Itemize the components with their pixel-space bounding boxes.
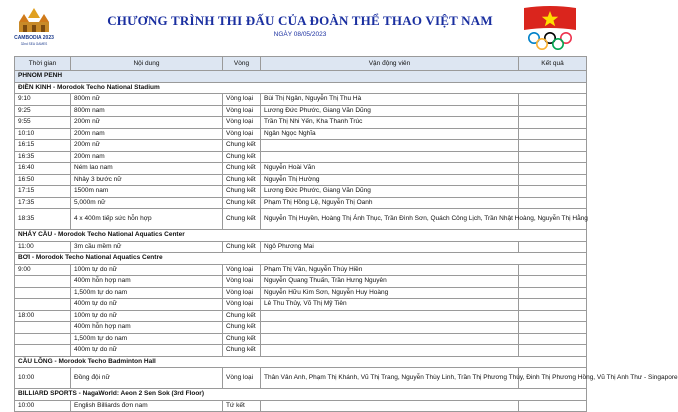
cell-time: 9:10 <box>15 94 71 106</box>
cell-athletes: Ngô Phương Mai <box>261 241 519 253</box>
cell-athletes: Trần Thị Nhi Yến, Kha Thanh Trúc <box>261 117 519 129</box>
cell-event: 400m tự do nữ <box>71 345 223 357</box>
table-row <box>15 241 587 253</box>
cell-result <box>519 105 587 117</box>
table-row <box>15 322 587 334</box>
table-row <box>15 94 587 106</box>
cell-time: 9:25 <box>15 105 71 117</box>
table-header-row <box>15 57 587 71</box>
cell-round: Chung kết <box>223 197 261 209</box>
schedule-date: NGÀY 08/05/2023 <box>273 31 327 38</box>
cell-result <box>519 186 587 198</box>
cell-event: 400m tự do nữ <box>71 299 223 311</box>
cell-round: Chung kết <box>223 310 261 322</box>
cell-time: 10:00 <box>15 400 71 412</box>
column-header-time: Thời gian <box>15 57 71 71</box>
cell-time: 16:15 <box>15 140 71 152</box>
cell-time: 16:40 <box>15 163 71 175</box>
table-row <box>15 287 587 299</box>
cell-event: 400m hỗn hợp nam <box>71 322 223 334</box>
page-header <box>0 0 600 54</box>
cell-round: Chung kết <box>223 174 261 186</box>
cell-time: 17:35 <box>15 197 71 209</box>
column-header-result: Kết quả <box>519 57 587 71</box>
cell-time: 9:00 <box>15 264 71 276</box>
cell-result <box>519 276 587 288</box>
cell-round: Vòng loại <box>223 117 261 129</box>
logo-text: CAMBODIA 2023 <box>14 35 54 41</box>
cell-time: 17:15 <box>15 186 71 198</box>
venue-label: ĐIỀN KINH - Morodok Techo National Stadium <box>15 82 587 94</box>
table-row <box>15 264 587 276</box>
table-row <box>15 128 587 140</box>
section-label: PHNOM PENH <box>15 71 587 83</box>
page-title: CHƯƠNG TRÌNH THI ĐẤU CỦA ĐOÀN THỂ THAO VIỆT NAM <box>107 13 493 28</box>
cell-round: Chung kết <box>223 163 261 175</box>
schedule-table-body <box>15 71 678 412</box>
table-row <box>15 400 587 412</box>
cell-time: 11:00 <box>15 241 71 253</box>
cell-time <box>15 287 71 299</box>
table-row <box>15 174 587 186</box>
cell-result <box>519 400 587 412</box>
table-row <box>15 310 587 322</box>
cell-athletes: Nguyễn Hữu Kim Sơn, Nguyễn Huy Hoàng <box>261 287 519 299</box>
venue-label: BILLIARD SPORTS - NagaWorld: Aeon 2 Sen Sok (3rd Floor) <box>15 389 587 401</box>
cell-round: Vòng loại <box>223 276 261 288</box>
cell-athletes: Nguyễn Thị Hường <box>261 174 519 186</box>
cell-round: Vòng loại <box>223 368 261 389</box>
cell-event: Đồng đội nữ <box>71 368 223 389</box>
section-header-row <box>15 71 587 83</box>
venue-header-row <box>15 389 587 401</box>
cell-time <box>15 299 71 311</box>
cell-round: Tứ kết <box>223 400 261 412</box>
venue-label: CẦU LÔNG - Morodok Techo Badminton Hall <box>15 356 587 368</box>
cell-result <box>519 241 587 253</box>
cell-time: 9:55 <box>15 117 71 129</box>
venue-header-row <box>15 356 587 368</box>
cell-round: Vòng loại <box>223 299 261 311</box>
table-row <box>15 197 587 209</box>
cell-athletes: Nguyễn Hoài Văn <box>261 163 519 175</box>
cell-round: Vòng loại <box>223 128 261 140</box>
cell-event: 100m tự do nữ <box>71 310 223 322</box>
cell-event: 200m nam <box>71 151 223 163</box>
cell-result <box>519 94 587 106</box>
cell-result <box>519 197 587 209</box>
cell-event: 4 x 400m tiếp sức hỗn hợp <box>71 209 223 230</box>
cell-athletes: Thân Vân Anh, Phạm Thị Khánh, Vũ Thị Trang, Nguyễn Thùy Linh, Trần Thị Phương Thúy, Đinh Thị Phương Hồng, Vũ Thị Anh Thư - Singapore <box>261 368 519 389</box>
table-row <box>15 140 587 152</box>
cell-event: 3m cầu mềm nữ <box>71 241 223 253</box>
schedule-table <box>14 56 678 412</box>
cell-result <box>519 264 587 276</box>
cell-event: 1500m nam <box>71 186 223 198</box>
table-row <box>15 276 587 288</box>
cell-round: Chung kết <box>223 186 261 198</box>
table-row <box>15 117 587 129</box>
cell-time: 16:35 <box>15 151 71 163</box>
logo-subtext: 32nd SEA GAMES <box>20 42 48 46</box>
cell-athletes: Phạm Thị Hồng Lệ, Nguyễn Thị Oanh <box>261 197 519 209</box>
cell-athletes: Nguyễn Quang Thuấn, Trần Hưng Nguyên <box>261 276 519 288</box>
cell-round: Vòng loại <box>223 105 261 117</box>
cell-result <box>519 117 587 129</box>
cell-result <box>519 128 587 140</box>
cell-athletes: Lương Đức Phước, Giang Văn Dũng <box>261 186 519 198</box>
cell-time <box>15 276 71 288</box>
cell-round: Vòng loại <box>223 287 261 299</box>
cell-round: Chung kết <box>223 345 261 357</box>
cell-result <box>519 140 587 152</box>
cell-result <box>519 345 587 357</box>
cell-athletes <box>261 400 519 412</box>
column-header-athletes: Vận động viên <box>261 57 519 71</box>
cell-result <box>519 333 587 345</box>
cell-round: Chung kết <box>223 151 261 163</box>
venue-label: NHẢY CẦU - Morodok Techo National Aquatics Center <box>15 230 587 242</box>
table-row <box>15 186 587 198</box>
table-row <box>15 151 587 163</box>
cell-event: 200m nam <box>71 128 223 140</box>
cell-result <box>519 151 587 163</box>
cell-result <box>519 310 587 322</box>
column-header-round: Vòng <box>223 57 261 71</box>
cell-round: Chung kết <box>223 209 261 230</box>
cell-event: 400m hỗn hợp nam <box>71 276 223 288</box>
column-header-event: Nội dung <box>71 57 223 71</box>
cell-result <box>519 174 587 186</box>
table-row <box>15 163 587 175</box>
cell-result <box>519 287 587 299</box>
table-row <box>15 368 587 389</box>
cell-round: Vòng loại <box>223 264 261 276</box>
cell-result <box>519 322 587 334</box>
cell-event: English Billiards đơn nam <box>71 400 223 412</box>
cell-athletes <box>261 310 519 322</box>
venue-header-row <box>15 253 587 265</box>
cell-event: 5,000m nữ <box>71 197 223 209</box>
cell-event: 1,500m tự do nam <box>71 287 223 299</box>
cell-athletes <box>261 140 519 152</box>
table-row <box>15 105 587 117</box>
cell-time: 10:00 <box>15 368 71 389</box>
cell-event: 200m nữ <box>71 117 223 129</box>
cell-time <box>15 322 71 334</box>
cell-round: Vòng loại <box>223 94 261 106</box>
cell-time: 18:35 <box>15 209 71 230</box>
cell-round: Chung kết <box>223 140 261 152</box>
cell-event: 100m tự do nữ <box>71 264 223 276</box>
table-row <box>15 333 587 345</box>
cell-event: Ném lao nam <box>71 163 223 175</box>
cell-result <box>519 163 587 175</box>
venue-header-row <box>15 82 587 94</box>
cell-time: 16:50 <box>15 174 71 186</box>
cell-athletes <box>261 151 519 163</box>
cell-event: 800m nữ <box>71 94 223 106</box>
venue-label: BƠI - Morodok Techo National Aquatics Centre <box>15 253 587 265</box>
cell-round: Chung kết <box>223 241 261 253</box>
cell-event: 800m nam <box>71 105 223 117</box>
cell-event: 1,500m tự do nam <box>71 333 223 345</box>
cell-athletes: Ngân Ngọc Nghĩa <box>261 128 519 140</box>
cell-athletes: Nguyễn Thị Huyền, Hoàng Thị Ánh Thục, Trần Đình Sơn, Quách Công Lịch, Trần Nhật Hoàng, Nguyễn Thị Hằng <box>261 209 519 230</box>
cell-athletes: Lê Thu Thủy, Võ Thị Mỹ Tiên <box>261 299 519 311</box>
cell-time: 10:10 <box>15 128 71 140</box>
vietnam-olympic-logo-icon <box>520 4 580 54</box>
cell-athletes <box>261 333 519 345</box>
cell-time <box>15 345 71 357</box>
cell-athletes: Lương Đức Phước, Giang Văn Dũng <box>261 105 519 117</box>
table-row <box>15 209 587 230</box>
cell-time <box>15 333 71 345</box>
cell-athletes: Bùi Thị Ngân, Nguyễn Thị Thu Hà <box>261 94 519 106</box>
cell-athletes <box>261 322 519 334</box>
cell-event: 200m nữ <box>71 140 223 152</box>
cell-athletes: Phạm Thị Vân, Nguyễn Thúy Hiền <box>261 264 519 276</box>
cell-athletes <box>261 345 519 357</box>
cell-result <box>519 299 587 311</box>
table-row <box>15 345 587 357</box>
table-row <box>15 299 587 311</box>
cell-round: Chung kết <box>223 333 261 345</box>
cell-time: 18:00 <box>15 310 71 322</box>
cell-event: Nhảy 3 bước nữ <box>71 174 223 186</box>
venue-header-row <box>15 230 587 242</box>
cell-round: Chung kết <box>223 322 261 334</box>
